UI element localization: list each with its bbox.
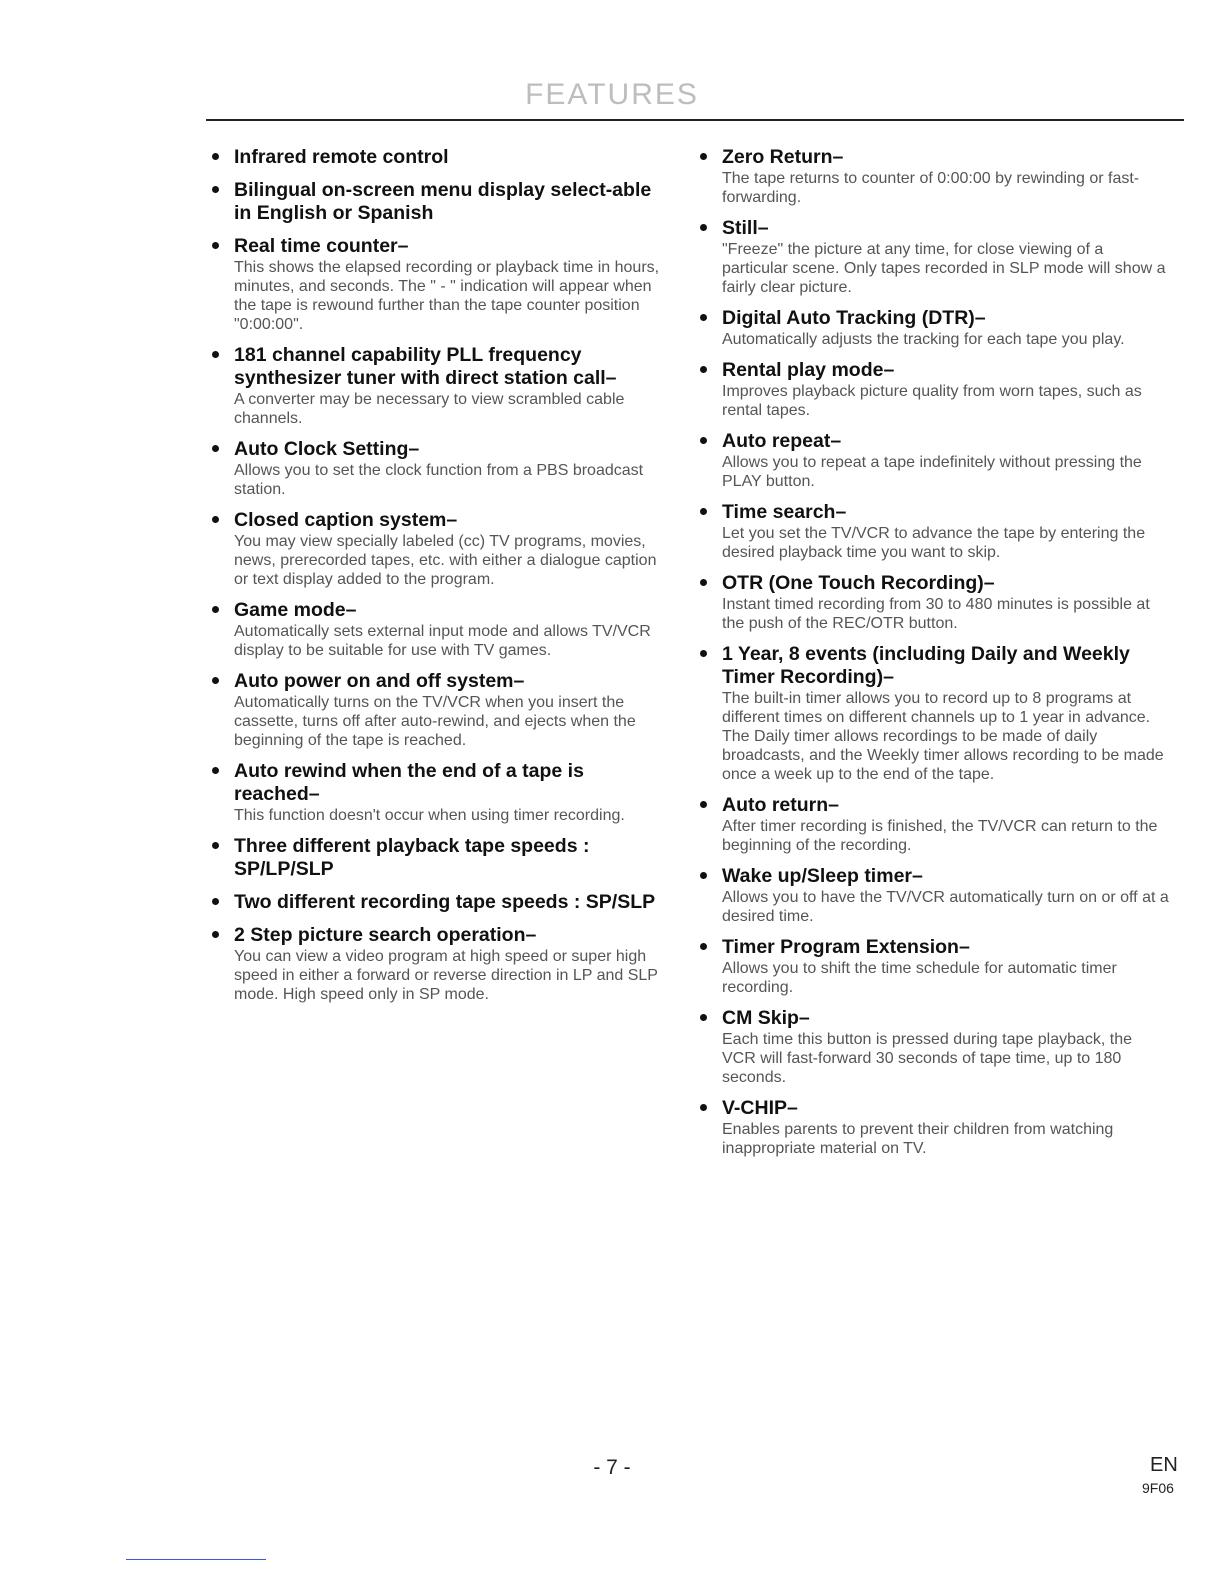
feature-item	[700, 643, 1170, 784]
page-number: - 7 -	[593, 1456, 631, 1479]
feature-description: Enables parents to prevent their children from watching inappropriate material on TV.	[722, 1121, 1114, 1157]
feature-description: You can view a video program at high speed or super high speed in either a forward or reverse direction in LP and SLP mode. High speed only in SP mode.	[234, 948, 658, 1003]
feature-title-text: Infrared remote control	[234, 146, 449, 168]
feature-title-text: Closed caption system–	[234, 509, 458, 531]
feature-item	[700, 572, 1170, 633]
feature-title-text: Auto rewind when the end of a tape is reached–	[234, 760, 584, 805]
feature-description: Improves playback picture quality from worn tapes, such as rental tapes.	[722, 383, 1142, 419]
feature-item	[212, 509, 672, 589]
feature-title	[700, 430, 1170, 453]
feature-title	[212, 599, 672, 622]
feature-item	[212, 670, 672, 750]
feature-title-text: V-CHIP–	[722, 1097, 798, 1119]
feature-item	[212, 924, 672, 1004]
bullet-icon	[212, 677, 219, 684]
bullet-icon	[700, 437, 707, 444]
feature-title-text: Real time counter–	[234, 235, 409, 257]
feature-item	[212, 179, 672, 225]
feature-item	[700, 936, 1170, 997]
bullet-icon	[700, 153, 707, 160]
feature-description: "Freeze" the picture at any time, for close viewing of a particular scene. Only tapes recorded in SLP mode will show a fairly clear picture.	[722, 241, 1166, 296]
feature-title	[700, 307, 1170, 330]
feature-description: Automatically turns on the TV/VCR when you insert the cassette, turns off after auto-rewind, and ejects when the beginning of the tape is reached.	[234, 694, 636, 749]
feature-description: The built-in timer allows you to record up to 8 programs at different times on different channels up to 1 year in advance. The Daily timer allows recordings to be made of daily broadcasts, and the Weekly timer allows recording to be made once a week up to the end of the tape.	[722, 690, 1164, 783]
footer-line	[126, 1559, 266, 1560]
feature-title-text: CM Skip–	[722, 1007, 810, 1029]
feature-item	[212, 891, 672, 914]
feature-title	[212, 438, 672, 461]
feature-title-text: Auto repeat–	[722, 430, 842, 452]
header-divider	[206, 119, 1184, 121]
feature-title-text: 181 channel capability PLL frequency synthesizer tuner with direct station call–	[234, 344, 617, 389]
feature-title	[212, 509, 672, 532]
features-left-column	[212, 146, 672, 1014]
feature-description: This shows the elapsed recording or playback time in hours, minutes, and seconds. The " - " indication will appear when the tape is rewound further than the tape counter position "0:00:00".	[234, 259, 660, 333]
feature-title	[212, 670, 672, 693]
feature-item	[700, 501, 1170, 562]
feature-title-text: Three different playback tape speeds : SP/LP/SLP	[234, 835, 590, 880]
bullet-icon	[700, 943, 707, 950]
language-code: EN	[1150, 1454, 1178, 1476]
feature-title	[212, 835, 672, 881]
feature-title-text: Two different recording tape speeds : SP/SLP	[234, 891, 656, 913]
feature-title	[212, 891, 672, 914]
bullet-icon	[212, 351, 219, 358]
bullet-icon	[212, 898, 219, 905]
feature-title-text: Timer Program Extension–	[722, 936, 970, 958]
feature-title	[212, 179, 672, 225]
feature-title	[700, 146, 1170, 169]
feature-title	[700, 1007, 1170, 1030]
bullet-icon	[212, 242, 219, 249]
feature-title-text: Wake up/Sleep timer–	[722, 865, 923, 887]
feature-title-text: Game mode–	[234, 599, 357, 621]
feature-item	[700, 1007, 1170, 1087]
feature-description: Each time this button is pressed during tape playback, the VCR will fast-forward 30 seconds of tape time, up to 180 seconds.	[722, 1031, 1133, 1086]
bullet-icon	[700, 872, 707, 879]
bullet-icon	[700, 801, 707, 808]
feature-item	[212, 599, 672, 660]
feature-description: Allows you to shift the time schedule for automatic timer recording.	[722, 960, 1117, 996]
feature-item	[212, 235, 672, 334]
feature-title	[212, 235, 672, 258]
feature-description: Allows you to set the clock function from a PBS broadcast station.	[234, 462, 644, 498]
feature-item	[700, 307, 1170, 349]
feature-title-text: Auto return–	[722, 794, 839, 816]
bullet-icon	[700, 1014, 707, 1021]
bullet-icon	[700, 314, 707, 321]
feature-description: Automatically sets external input mode and allows TV/VCR display to be suitable for use with TV games.	[234, 623, 651, 659]
feature-description: Instant timed recording from 30 to 480 minutes is possible at the push of the REC/OTR button.	[722, 596, 1150, 632]
bullet-icon	[700, 579, 707, 586]
feature-description: The tape returns to counter of 0:00:00 by rewinding or fast-forwarding.	[722, 170, 1140, 206]
feature-item	[700, 430, 1170, 491]
feature-title	[700, 217, 1170, 240]
feature-description: Automatically adjusts the tracking for each tape you play.	[722, 331, 1125, 348]
feature-item	[700, 865, 1170, 926]
feature-description: A converter may be necessary to view scrambled cable channels.	[234, 391, 625, 427]
feature-title-text: Still–	[722, 217, 769, 239]
feature-title	[700, 936, 1170, 959]
feature-description: This function doesn't occur when using timer recording.	[234, 807, 625, 824]
bullet-icon	[212, 186, 219, 193]
feature-title-text: Auto power on and off system–	[234, 670, 525, 692]
feature-title-text: Time search–	[722, 501, 847, 523]
bullet-icon	[700, 1104, 707, 1111]
feature-description: Let you set the TV/VCR to advance the tape by entering the desired playback time you want to skip.	[722, 525, 1146, 561]
feature-title	[212, 924, 672, 947]
feature-description: You may view specially labeled (cc) TV programs, movies, news, prerecorded tapes, etc. with either a dialogue caption or text display added to the program.	[234, 533, 657, 588]
feature-item	[212, 760, 672, 825]
feature-title	[700, 1097, 1170, 1120]
bullet-icon	[212, 516, 219, 523]
bullet-icon	[700, 650, 707, 657]
bullet-icon	[212, 445, 219, 452]
feature-title	[700, 794, 1170, 817]
feature-title	[700, 572, 1170, 595]
feature-item	[212, 344, 672, 428]
feature-description: After timer recording is finished, the TV/VCR can return to the beginning of the recording.	[722, 818, 1158, 854]
feature-title-text: 2 Step picture search operation–	[234, 924, 537, 946]
feature-description: Allows you to repeat a tape indefinitely without pressing the PLAY button.	[722, 454, 1142, 490]
bullet-icon	[700, 366, 707, 373]
feature-title	[700, 643, 1170, 689]
page-title: FEATURES	[525, 78, 699, 111]
feature-item	[700, 1097, 1170, 1158]
feature-title	[212, 344, 672, 390]
feature-item	[700, 146, 1170, 207]
feature-description: Allows you to have the TV/VCR automatically turn on or off at a desired time.	[722, 889, 1169, 925]
bullet-icon	[700, 224, 707, 231]
bullet-icon	[212, 931, 219, 938]
feature-title-text: Rental play mode–	[722, 359, 895, 381]
feature-item	[212, 146, 672, 169]
feature-title-text: Zero Return–	[722, 146, 844, 168]
feature-title-text: Auto Clock Setting–	[234, 438, 420, 460]
feature-item	[700, 217, 1170, 297]
bullet-icon	[212, 153, 219, 160]
feature-title	[700, 501, 1170, 524]
bullet-icon	[212, 842, 219, 849]
feature-title-text: Digital Auto Tracking (DTR)–	[722, 307, 986, 329]
features-right-column	[700, 146, 1170, 1168]
feature-title	[212, 146, 672, 169]
feature-item	[212, 835, 672, 881]
feature-title	[212, 760, 672, 806]
feature-title	[700, 865, 1170, 888]
feature-item	[700, 794, 1170, 855]
feature-title-text: 1 Year, 8 events (including Daily and Weekly Timer Recording)–	[722, 643, 1130, 688]
feature-title	[700, 359, 1170, 382]
feature-item	[212, 438, 672, 499]
feature-title-text: Bilingual on-screen menu display select-able in English or Spanish	[234, 179, 652, 224]
feature-title-text: OTR (One Touch Recording)–	[722, 572, 995, 594]
document-code: 9F06	[1142, 1480, 1174, 1496]
feature-item	[700, 359, 1170, 420]
bullet-icon	[212, 606, 219, 613]
bullet-icon	[700, 508, 707, 515]
bullet-icon	[212, 767, 219, 774]
